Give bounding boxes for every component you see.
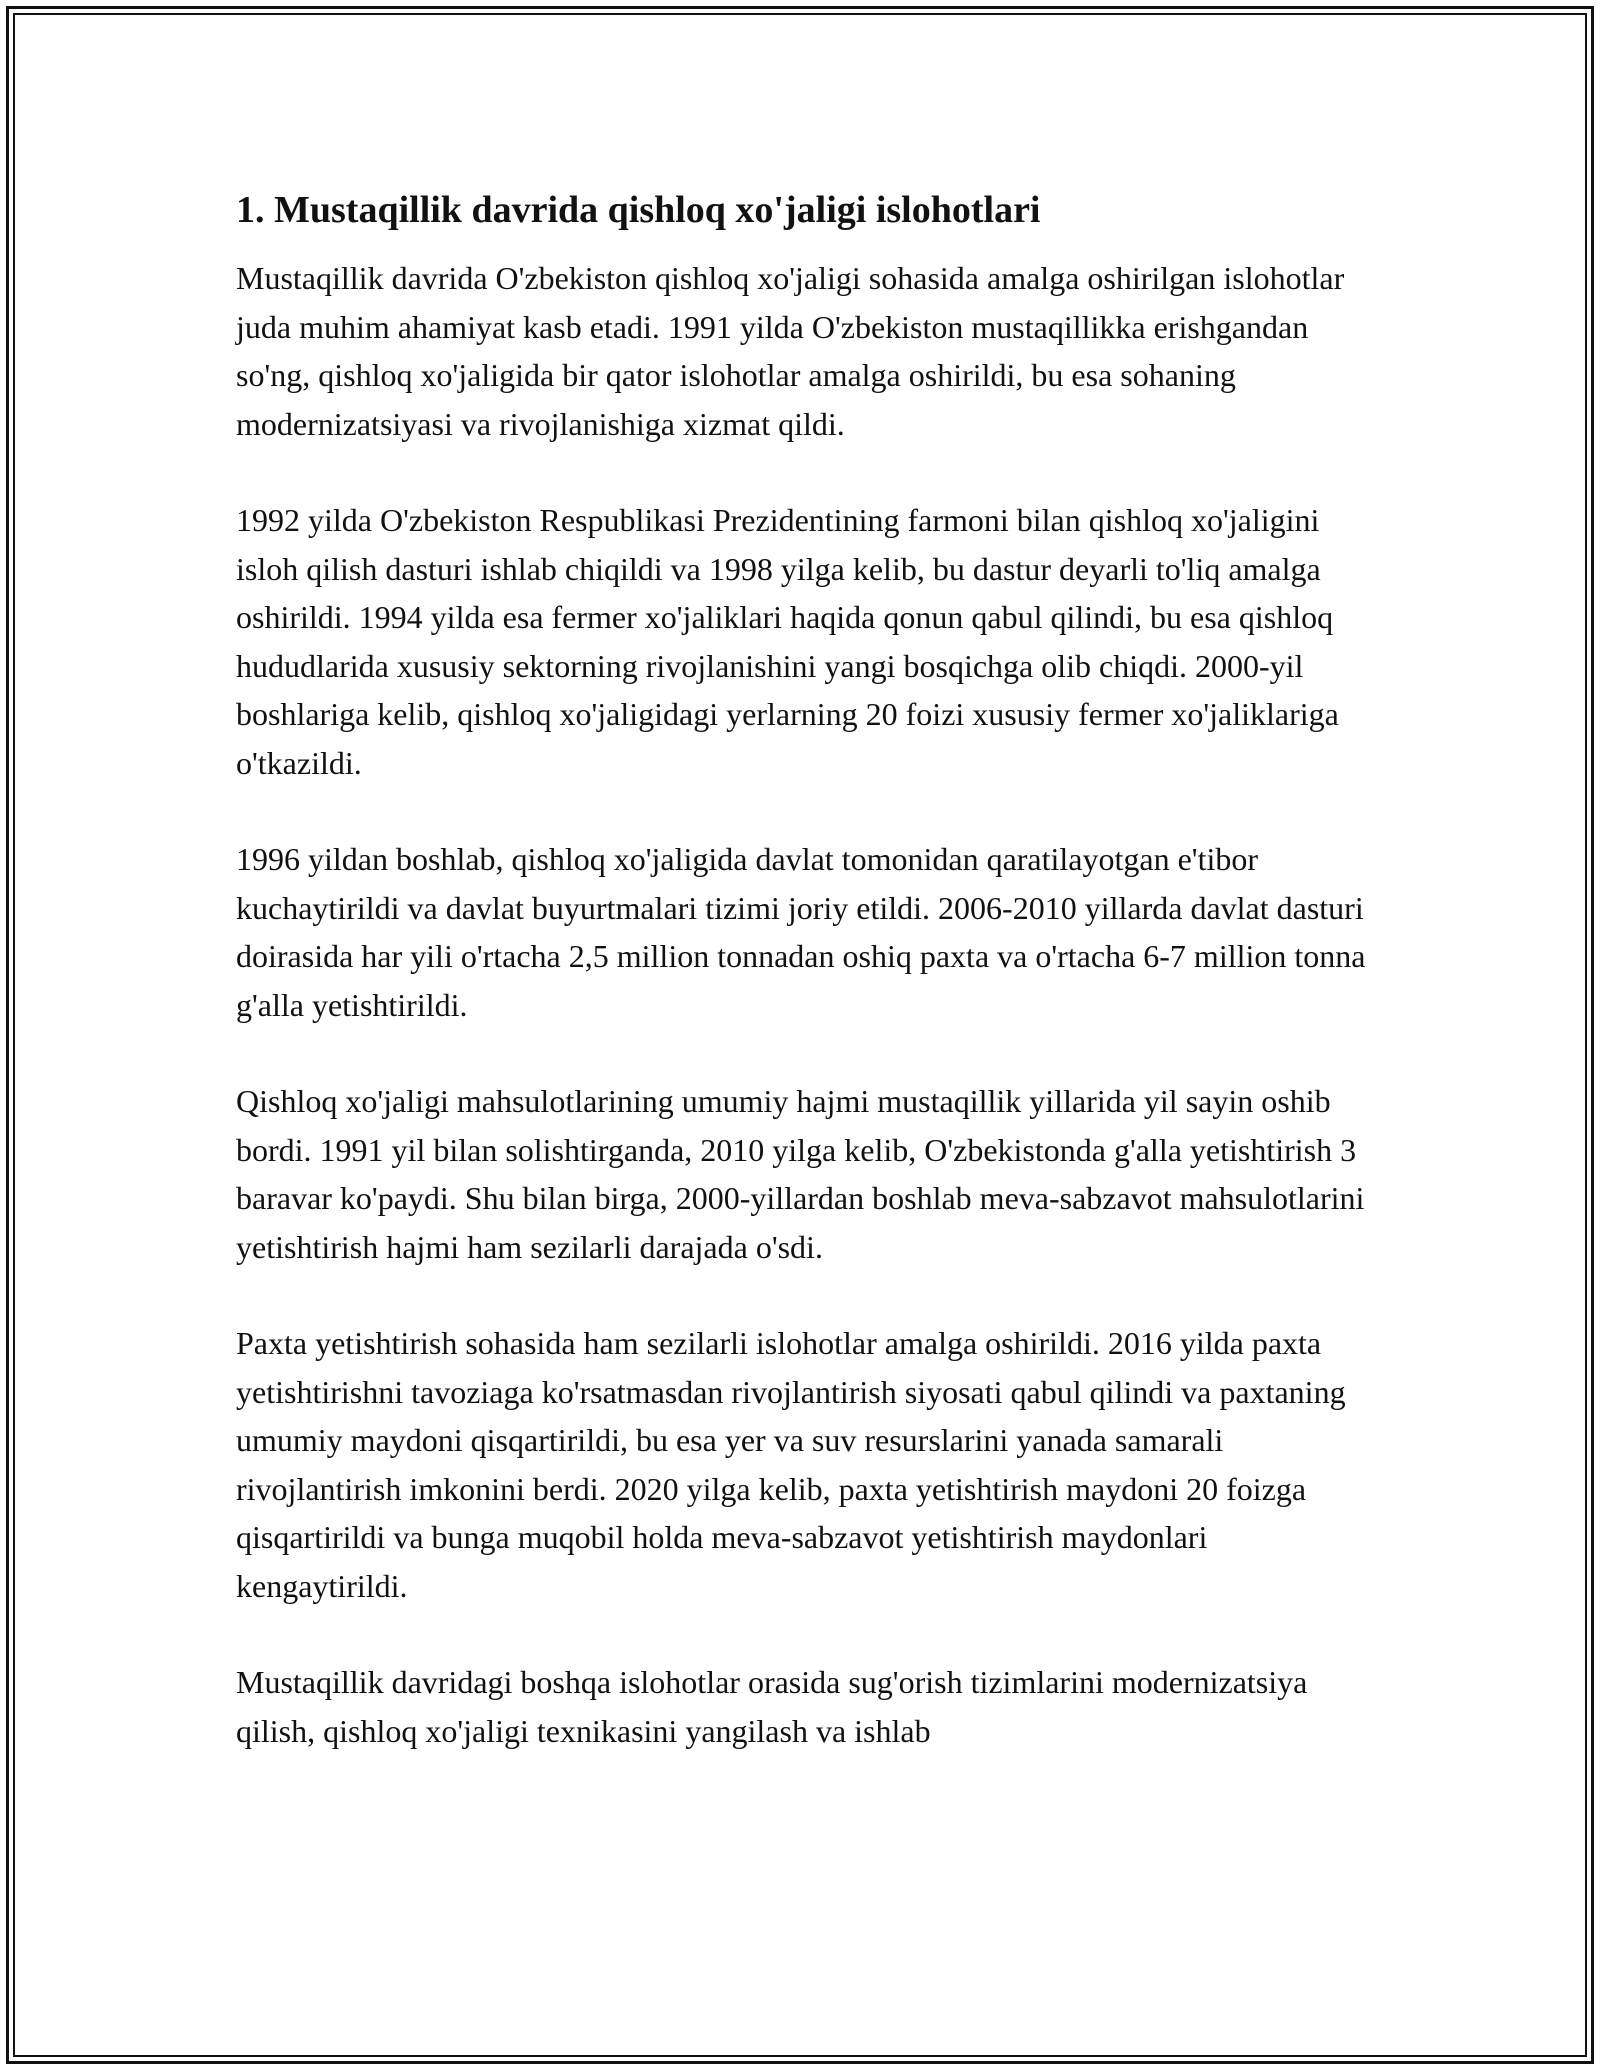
document-body (236, 186, 1366, 1803)
paragraph-5: Paxta yetishtirish sohasida ham sezilarli islohotlar amalga oshirildi. 2016 yilda paxta yetishtirishni tavoziaga ko'rsatmasdan rivojlantirish siyosati qabul qilindi va paxtaning umumiy maydoni qisqartirildi, bu esa yer va suv resurslarini yanada samarali rivojlantirish imkonini berdi. 2020 yilga kelib, paxta yetishtirish maydoni 20 foizga qisqartirildi va bunga muqobil holda meva-sabzavot yetishtirish maydonlari kengaytirildi. (236, 1325, 1346, 1604)
paragraph-6: Mustaqillik davridagi boshqa islohotlar orasida sug'orish tizimlarini modernizatsiya qilish, qishloq xo'jaligi texnikasini yangilash va ishlab (236, 1664, 1308, 1749)
section-heading: 1. Mustaqillik davrida qishloq xo'jaligi islohotlari (236, 189, 1041, 231)
paragraph-2: 1992 yilda O'zbekiston Respublikasi Prezidentining farmoni bilan qishloq xo'jaligini isloh qilish dasturi ishlab chiqildi va 1998 yilga kelib, bu dastur deyarli to'liq amalga oshirildi. 1994 yilda esa fermer xo'jaliklari haqida qonun qabul qilindi, bu esa qishloq hududlarida xususiy sektorning rivojlanishini yangi bosqichga olib chiqdi. 2000-yil boshlariga kelib, qishloq xo'jaligidagi yerlarning 20 foizi xususiy fermer xo'jaliklariga o'tkazildi. (236, 502, 1339, 781)
paragraph-1: Mustaqillik davrida O'zbekiston qishloq xo'jaligi sohasida amalga oshirilgan islohotlar juda muhim ahamiyat kasb etadi. 1991 yilda O'zbekiston mustaqillikka erishgandan so'ng, qishloq xo'jaligida bir qator islohotlar amalga oshirildi, bu esa sohaning modernizatsiyasi va rivojlanishiga xizmat qildi. (236, 260, 1345, 442)
paragraph-3: 1996 yildan boshlab, qishloq xo'jaligida davlat tomonidan qaratilayotgan e'tibor kuchaytirildi va davlat buyurtmalari tizimi joriy etildi. 2006-2010 yillarda davlat dasturi doirasida har yili o'rtacha 2,5 million tonnadan oshiq paxta va o'rtacha 6-7 million tonna g'alla yetishtirildi. (236, 841, 1366, 1023)
paragraph-4: Qishloq xo'jaligi mahsulotlarining umumiy hajmi mustaqillik yillarida yil sayin oshib bordi. 1991 yil bilan solishtirganda, 2010 yilga kelib, O'zbekistonda g'alla yetishtirish 3 baravar ko'paydi. Shu bilan birga, 2000-yillardan boshlab meva-sabzavot mahsulotlarini yetishtirish hajmi ham sezilarli darajada o'sdi. (236, 1083, 1365, 1265)
